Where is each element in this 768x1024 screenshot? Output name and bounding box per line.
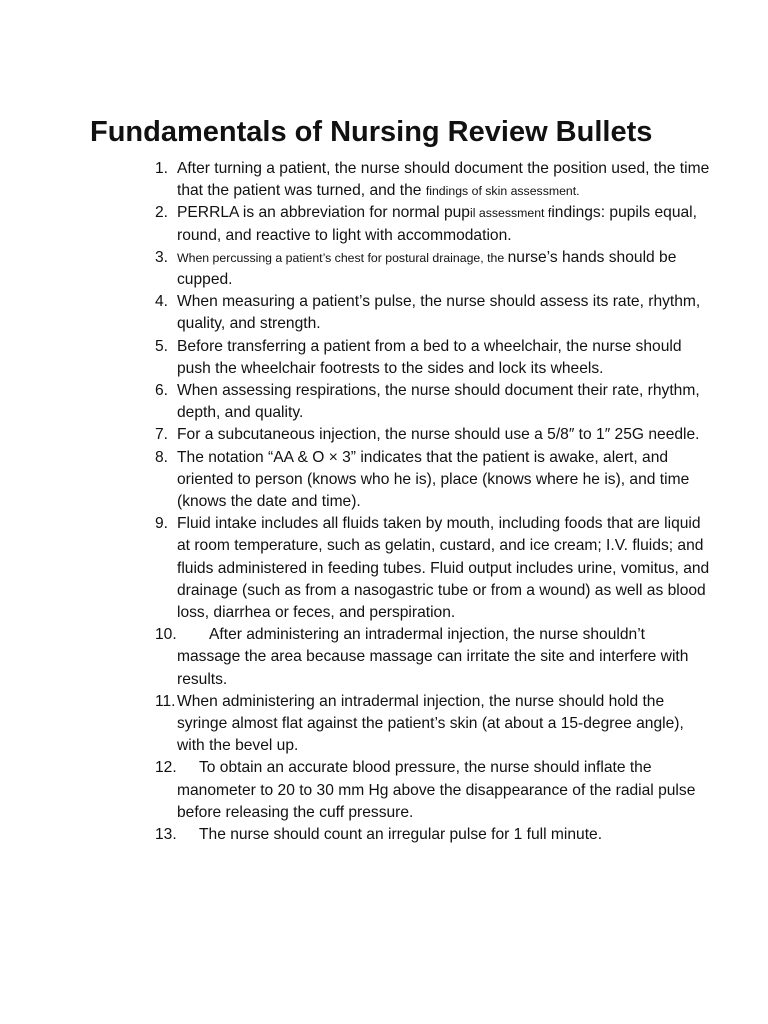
list-item-text-segment: PERRLA is an abbreviation for normal pup <box>177 204 470 222</box>
list-item <box>150 513 710 624</box>
list-item-number: 2. <box>155 204 169 222</box>
list-item-text-segment: The nurse should count an irregular pulse for 1 full minute. <box>199 826 603 844</box>
list-item-text <box>177 158 710 202</box>
list-item-text-segment: indings: pupils equal, round, and reactive to light with accommodation. <box>177 204 697 244</box>
list-item <box>150 624 710 691</box>
list-item-text <box>177 291 710 335</box>
list-item-text <box>177 380 710 424</box>
list-item-text-segment: Fluid intake includes all fluids taken by mouth, including foods that are liquid at room temperature, such as gelatin, custard, and ice cream; I.V. fluids; and fluids administered in feeding tubes. Fluid output includes urine, vomitus, and drainage (such as from a nasogastric tube or from a wound) as well as blood loss, diarrhea or feces, and perspiration. <box>177 515 710 622</box>
list-item-number: 10. <box>155 626 177 644</box>
list-item-text-segment: nurse’s hands should be cupped. <box>177 248 677 289</box>
list-item-number: 1. <box>155 160 169 177</box>
list-item-text <box>177 624 710 691</box>
list-item-text <box>177 447 710 514</box>
list-item-number: 11. <box>155 692 176 710</box>
list-item-text <box>177 513 710 624</box>
list-item <box>150 424 710 446</box>
list-item <box>150 158 710 202</box>
list-item-number: 12. <box>155 759 177 777</box>
list-item-text-segment: When percussing a patient’s chest for postural drainage, the <box>177 250 508 265</box>
review-bullet-list <box>150 158 710 846</box>
list-item-text-segment: When measuring a patient’s pulse, the nurse should assess its rate, rhythm, quality, and strength. <box>177 293 701 333</box>
list-item <box>150 336 710 380</box>
list-item-number: 7. <box>155 426 169 444</box>
list-item-number: 9. <box>155 515 169 533</box>
list-item <box>150 291 710 335</box>
list-item <box>150 824 710 846</box>
list-item <box>150 247 710 291</box>
list-item <box>150 757 710 824</box>
list-item-text <box>177 691 710 758</box>
list-item-number: 6. <box>155 382 169 400</box>
list-item <box>150 447 710 514</box>
list-item-text-segment: To obtain an accurate blood pressure, the nurse should inflate the manometer to 20 to 30 mm Hg above the disappearance of the radial pulse before releasing the cuff pressure. <box>177 759 696 821</box>
list-item <box>150 380 710 424</box>
list-item-text <box>177 336 710 380</box>
list-item-text-segment: Before transferring a patient from a bed to a wheelchair, the nurse should push the wheelchair footrests to the sides and lock its wheels. <box>177 337 682 377</box>
list-item-text <box>177 247 710 291</box>
list-item-number: 8. <box>155 448 169 466</box>
list-item-number: 13. <box>155 826 177 844</box>
list-item-number: 3. <box>155 248 169 266</box>
list-item-text-segment: When administering an intradermal injection, the nurse should hold the syringe almost flat against the patient’s skin (at about a 15-degree angle), with the bevel up. <box>177 692 684 755</box>
list-item-text <box>177 757 710 824</box>
list-item-text-segment: For a subcutaneous injection, the nurse should use a 5/8″ to 1″ 25G needle. <box>177 426 700 444</box>
list-item-text-segment: When assessing respirations, the nurse should document their rate, rhythm, depth, and quality. <box>177 382 700 422</box>
list-item-number: 5. <box>155 337 169 355</box>
list-item-text-segment: After turning a patient, the nurse should document the position used, the time that the patient was turned, and the <box>177 160 710 200</box>
list-item-text <box>177 202 710 246</box>
document-title: Fundamentals of Nursing Review Bullets <box>90 116 653 148</box>
list-item <box>150 202 710 246</box>
list-item-text <box>177 424 710 446</box>
list-item-number: 4. <box>155 293 169 311</box>
list-item-text-segment: The notation “AA & O × 3” indicates that the patient is awake, alert, and oriented to person (knows who he is), place (knows where he is), and time (knows the date and time). <box>177 448 690 511</box>
list-item-text-segment: After administering an intradermal injection, the nurse shouldn’t massage the area because massage can irritate the site and interfere with results. <box>177 626 689 688</box>
list-item-text <box>177 824 710 846</box>
list-item-text-segment: il assessment f <box>469 206 552 221</box>
list-item-text-segment: findings of skin assessment. <box>425 184 580 199</box>
list-item <box>150 691 710 758</box>
